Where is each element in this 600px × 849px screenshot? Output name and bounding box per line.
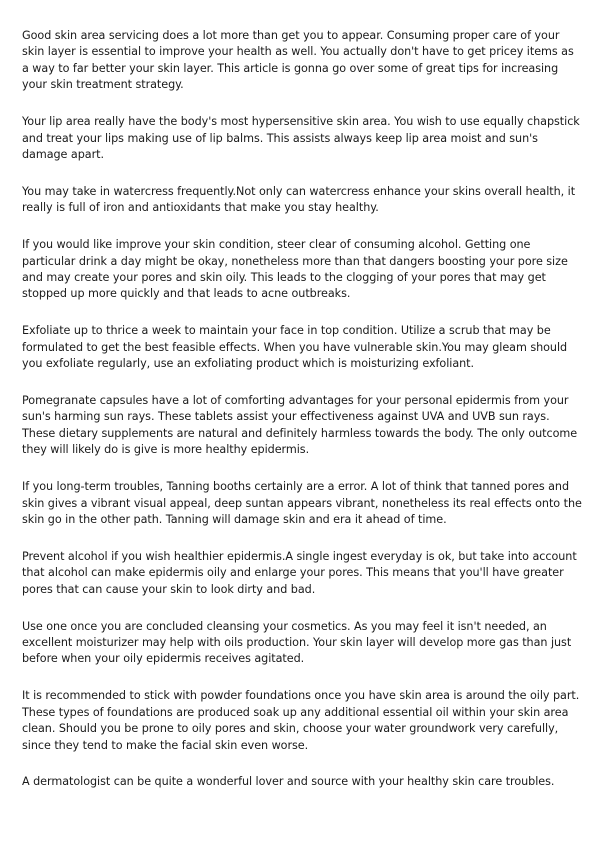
paragraph-alcohol: If you would like improve your skin condition, steer clear of consuming alcohol. Getting one particular drink a day might be okay, nonetheless more than that dangers boosting your pore size and may create your pores and skin oily. This leads to the clogging of your pores that may get stopped up more quickly and that leads to acne outbreaks. xyxy=(22,238,568,301)
paragraph-intro: Good skin area servicing does a lot more than get you to appear. Consuming proper care of your skin layer is essential to improve your health as well. You actually don't have to get pricey items as a way to far better your skin layer. This article is gonna go over some of great tips for increasing your skin treatment strategy. xyxy=(22,29,574,92)
paragraph-foundations: It is recommended to stick with powder foundations once you have skin area is around the oily part. These types of foundations are produced soak up any additional essential oil within your skin area clean. Should you be prone to oily pores and skin, choose your water groundwork very carefully, since they tend to make the facial skin even worse. xyxy=(22,689,580,752)
paragraph-exfoliate: Exfoliate up to thrice a week to maintain your face in top condition. Utilize a scrub that may be formulated to get the best feasible effects. When you have vulnerable skin.You may gleam should you exfoliate regularly, use an exfoliating product which is moisturizing exfoliant. xyxy=(22,324,568,371)
paragraph-prevent-alcohol: Prevent alcohol if you wish healthier epidermis.A single ingest everyday is ok, but take into account that alcohol can make epidermis oily and enlarge your pores. This means that you'll have greater pores that can cause your skin to look dirty and bad. xyxy=(22,549,577,596)
paragraph-pomegranate: Pomegranate capsules have a lot of comforting advantages for your personal epidermis from your sun's harming sun rays. These tablets assist your effectiveness against UVA and UVB sun rays. These dietary supplements are natural and definitely harmless towards the body. The only outcome they will likely do is give is more healthy epidermis. xyxy=(22,394,578,457)
paragraph-watercress: You may take in watercress frequently.Not only can watercress enhance your skins overall health, it really is full of iron and antioxidants that make you stay healthy. xyxy=(22,184,576,215)
document-page xyxy=(22,28,584,811)
paragraph-moisturizer: Use one once you are concluded cleansing your cosmetics. As you may feel it isn't needed, an excellent moisturizer may help with oils production. Your skin layer will develop more gas than just before when your oily epidermis receives agitated. xyxy=(22,619,572,666)
paragraph-dermatologist: A dermatologist can be quite a wonderful lover and source with your healthy skin care troubles. xyxy=(22,775,555,789)
paragraph-lips: Your lip area really have the body's most hypersensitive skin area. You wish to use equally chapstick and treat your lips making use of lip balms. This assists always keep lip area moist and sun's damage apart. xyxy=(22,115,580,161)
paragraph-tanning: If you long-term troubles, Tanning booths certainly are a error. A lot of think that tanned pores and skin gives a vibrant visual appeal, deep suntan appears vibrant, nonetheless its real effects onto the skin go in the other path. Tanning will damage skin and era it ahead of time. xyxy=(22,480,582,526)
